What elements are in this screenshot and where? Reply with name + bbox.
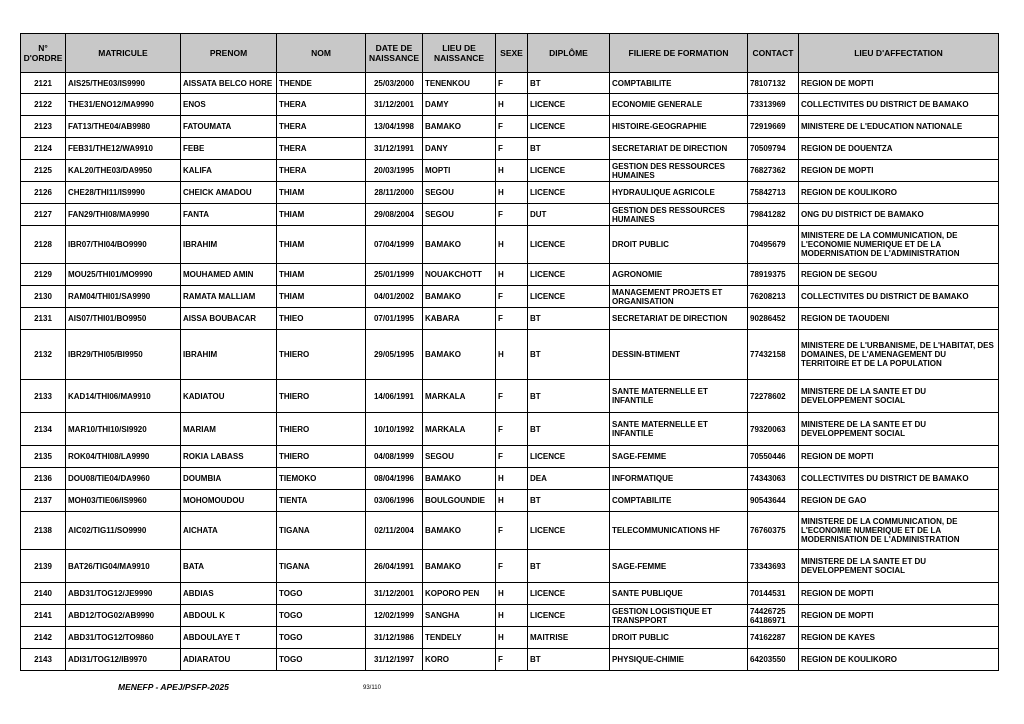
cell-diplome: BT xyxy=(528,413,610,446)
cell-ordre: 2127 xyxy=(21,204,66,226)
cell-lieu: BOULGOUNDIE xyxy=(423,490,496,512)
cell-prenom: ABDIAS xyxy=(181,583,277,605)
cell-ordre: 2135 xyxy=(21,446,66,468)
table-row xyxy=(21,583,999,605)
cell-filiere: MANAGEMENT PROJETS ET ORGANISATION xyxy=(610,286,748,308)
cell-matricule: RAM04/THI01/SA9990 xyxy=(66,286,181,308)
cell-date: 20/03/1995 xyxy=(366,160,423,182)
cell-affectation: REGION DE MOPTI xyxy=(799,605,999,627)
cell-sexe: H xyxy=(496,94,528,116)
cell-ordre: 2140 xyxy=(21,583,66,605)
cell-ordre: 2124 xyxy=(21,138,66,160)
cell-affectation: MINISTERE DE LA SANTE ET DU DEVELOPPEMENT SOCIAL xyxy=(799,380,999,413)
cell-ordre: 2131 xyxy=(21,308,66,330)
cell-date: 02/11/2004 xyxy=(366,512,423,550)
table-row xyxy=(21,468,999,490)
cell-affectation: REGION DE KOULIKORO xyxy=(799,182,999,204)
header-row xyxy=(21,34,999,73)
cell-nom: THERA xyxy=(277,138,366,160)
cell-matricule: IBR07/THI04/BO9990 xyxy=(66,226,181,264)
cell-matricule: FEB31/THE12/WA9910 xyxy=(66,138,181,160)
cell-prenom: AISSATA BELCO HORE xyxy=(181,73,277,94)
cell-prenom: ROKIA LABASS xyxy=(181,446,277,468)
cell-prenom: ABDOUL K xyxy=(181,605,277,627)
cell-matricule: ADI31/TOG12/IB9970 xyxy=(66,649,181,671)
cell-nom: THIERO xyxy=(277,380,366,413)
table-row xyxy=(21,446,999,468)
cell-filiere: SANTE PUBLIQUE xyxy=(610,583,748,605)
cell-contact: 74162287 xyxy=(748,627,799,649)
cell-diplome: BT xyxy=(528,330,610,380)
cell-nom: THENDE xyxy=(277,73,366,94)
table-row xyxy=(21,512,999,550)
cell-affectation: REGION DE SEGOU xyxy=(799,264,999,286)
cell-affectation: MINISTERE DE L'EDUCATION NATIONALE xyxy=(799,116,999,138)
cell-prenom: FEBE xyxy=(181,138,277,160)
cell-contact: 75842713 xyxy=(748,182,799,204)
table-row xyxy=(21,204,999,226)
cell-lieu: KOPORO PEN xyxy=(423,583,496,605)
cell-prenom: MOUHAMED AMIN xyxy=(181,264,277,286)
cell-contact: 73313969 xyxy=(748,94,799,116)
cell-diplome: LICENCE xyxy=(528,160,610,182)
cell-matricule: FAN29/THI08/MA9990 xyxy=(66,204,181,226)
cell-nom: TOGO xyxy=(277,627,366,649)
header-matricule: MATRICULE xyxy=(66,34,181,73)
header-sexe: SEXE xyxy=(496,34,528,73)
cell-affectation: MINISTERE DE LA SANTE ET DU DEVELOPPEMENT SOCIAL xyxy=(799,550,999,583)
cell-prenom: BATA xyxy=(181,550,277,583)
cell-nom: THERA xyxy=(277,94,366,116)
cell-date: 31/12/1997 xyxy=(366,649,423,671)
cell-lieu: BAMAKO xyxy=(423,468,496,490)
cell-contact: 90543644 xyxy=(748,490,799,512)
cell-contact: 70495679 xyxy=(748,226,799,264)
table-row xyxy=(21,550,999,583)
cell-sexe: H xyxy=(496,468,528,490)
cell-lieu: MARKALA xyxy=(423,380,496,413)
header-ordre: N° D'ORDRE xyxy=(21,34,66,73)
cell-filiere: DESSIN-BTIMENT xyxy=(610,330,748,380)
cell-diplome: BT xyxy=(528,380,610,413)
cell-diplome: LICENCE xyxy=(528,264,610,286)
header-affectation: LIEU D'AFFECTATION xyxy=(799,34,999,73)
cell-lieu: BAMAKO xyxy=(423,286,496,308)
cell-sexe: F xyxy=(496,649,528,671)
cell-lieu: BAMAKO xyxy=(423,550,496,583)
cell-contact: 70550446 xyxy=(748,446,799,468)
cell-filiere: GESTION DES RESSOURCES HUMAINES xyxy=(610,160,748,182)
cell-filiere: HISTOIRE-GEOGRAPHIE xyxy=(610,116,748,138)
cell-lieu: DAMY xyxy=(423,94,496,116)
cell-date: 31/12/1991 xyxy=(366,138,423,160)
cell-ordre: 2126 xyxy=(21,182,66,204)
cell-diplome: LICENCE xyxy=(528,605,610,627)
cell-affectation: ONG DU DISTRICT DE BAMAKO xyxy=(799,204,999,226)
cell-diplome: BT xyxy=(528,649,610,671)
cell-filiere: TELECOMMUNICATIONS HF xyxy=(610,512,748,550)
cell-sexe: F xyxy=(496,116,528,138)
cell-lieu: TENDELY xyxy=(423,627,496,649)
cell-lieu: NOUAKCHOTT xyxy=(423,264,496,286)
cell-matricule: KAD14/THI06/MA9910 xyxy=(66,380,181,413)
cell-date: 31/12/2001 xyxy=(366,94,423,116)
cell-contact: 78107132 xyxy=(748,73,799,94)
cell-prenom: RAMATA MALLIAM xyxy=(181,286,277,308)
cell-diplome: LICENCE xyxy=(528,226,610,264)
cell-nom: THIERO xyxy=(277,446,366,468)
cell-nom: TOGO xyxy=(277,605,366,627)
cell-filiere: COMPTABILITE xyxy=(610,490,748,512)
cell-lieu: TENENKOU xyxy=(423,73,496,94)
cell-diplome: BT xyxy=(528,73,610,94)
cell-contact: 72919669 xyxy=(748,116,799,138)
cell-lieu: KORO xyxy=(423,649,496,671)
cell-prenom: IBRAHIM xyxy=(181,330,277,380)
cell-nom: TIGANA xyxy=(277,550,366,583)
cell-prenom: ADIARATOU xyxy=(181,649,277,671)
cell-matricule: ROK04/THI08/LA9990 xyxy=(66,446,181,468)
cell-nom: THIAM xyxy=(277,204,366,226)
cell-contact: 79841282 xyxy=(748,204,799,226)
cell-sexe: F xyxy=(496,413,528,446)
cell-sexe: F xyxy=(496,138,528,160)
cell-filiere: SANTE MATERNELLE ET INFANTILE xyxy=(610,380,748,413)
cell-nom: THIAM xyxy=(277,286,366,308)
cell-prenom: KALIFA xyxy=(181,160,277,182)
cell-ordre: 2142 xyxy=(21,627,66,649)
cell-filiere: PHYSIQUE-CHIMIE xyxy=(610,649,748,671)
cell-nom: TIENTA xyxy=(277,490,366,512)
cell-ordre: 2143 xyxy=(21,649,66,671)
cell-lieu: SEGOU xyxy=(423,446,496,468)
page-number: 93/110 xyxy=(363,685,381,691)
cell-diplome: MAITRISE xyxy=(528,627,610,649)
cell-ordre: 2132 xyxy=(21,330,66,380)
cell-affectation: REGION DE DOUENTZA xyxy=(799,138,999,160)
cell-ordre: 2123 xyxy=(21,116,66,138)
table-row xyxy=(21,94,999,116)
cell-affectation: REGION DE GAO xyxy=(799,490,999,512)
cell-filiere: SAGE-FEMME xyxy=(610,550,748,583)
table-row xyxy=(21,116,999,138)
cell-affectation: MINISTERE DE LA SANTE ET DU DEVELOPPEMENT SOCIAL xyxy=(799,413,999,446)
cell-sexe: F xyxy=(496,308,528,330)
cell-contact: 74343063 xyxy=(748,468,799,490)
cell-sexe: F xyxy=(496,512,528,550)
cell-filiere: COMPTABILITE xyxy=(610,73,748,94)
cell-prenom: DOUMBIA xyxy=(181,468,277,490)
cell-date: 31/12/1986 xyxy=(366,627,423,649)
cell-filiere: ECONOMIE GENERALE xyxy=(610,94,748,116)
cell-filiere: DROIT PUBLIC xyxy=(610,226,748,264)
cell-nom: TOGO xyxy=(277,649,366,671)
cell-filiere: GESTION LOGISTIQUE ET TRANSPPORT xyxy=(610,605,748,627)
cell-diplome: BT xyxy=(528,490,610,512)
cell-ordre: 2136 xyxy=(21,468,66,490)
cell-ordre: 2139 xyxy=(21,550,66,583)
cell-sexe: H xyxy=(496,160,528,182)
cell-prenom: IBRAHIM xyxy=(181,226,277,264)
cell-filiere: HYDRAULIQUE AGRICOLE xyxy=(610,182,748,204)
cell-lieu: BAMAKO xyxy=(423,512,496,550)
cell-nom: TIEMOKO xyxy=(277,468,366,490)
cell-filiere: SAGE-FEMME xyxy=(610,446,748,468)
cell-matricule: KAL20/THE03/DA9950 xyxy=(66,160,181,182)
cell-contact: 70509794 xyxy=(748,138,799,160)
cell-diplome: LICENCE xyxy=(528,182,610,204)
cell-diplome: BT xyxy=(528,138,610,160)
cell-matricule: ABD12/TOG02/AB9990 xyxy=(66,605,181,627)
cell-prenom: CHEICK AMADOU xyxy=(181,182,277,204)
recruitment-list-sheet xyxy=(20,33,998,671)
cell-prenom: ENOS xyxy=(181,94,277,116)
cell-nom: THIAM xyxy=(277,182,366,204)
cell-affectation: COLLECTIVITES DU DISTRICT DE BAMAKO xyxy=(799,468,999,490)
cell-sexe: F xyxy=(496,286,528,308)
cell-sexe: F xyxy=(496,73,528,94)
cell-lieu: BAMAKO xyxy=(423,226,496,264)
cell-filiere: AGRONOMIE xyxy=(610,264,748,286)
cell-sexe: H xyxy=(496,490,528,512)
cell-sexe: F xyxy=(496,446,528,468)
table-row xyxy=(21,73,999,94)
cell-prenom: AISSA BOUBACAR xyxy=(181,308,277,330)
cell-affectation: REGION DE KOULIKORO xyxy=(799,649,999,671)
table-row xyxy=(21,226,999,264)
cell-filiere: SECRETARIAT DE DIRECTION xyxy=(610,308,748,330)
cell-matricule: MOU25/THI01/MO9990 xyxy=(66,264,181,286)
table-row xyxy=(21,380,999,413)
cell-lieu: BAMAKO xyxy=(423,330,496,380)
cell-date: 07/01/1995 xyxy=(366,308,423,330)
cell-diplome: DEA xyxy=(528,468,610,490)
cell-matricule: AIS25/THE03/IS9990 xyxy=(66,73,181,94)
cell-nom: THIAM xyxy=(277,264,366,286)
cell-sexe: H xyxy=(496,605,528,627)
cell-affectation: REGION DE MOPTI xyxy=(799,583,999,605)
header-nom: NOM xyxy=(277,34,366,73)
cell-lieu: BAMAKO xyxy=(423,116,496,138)
cell-sexe: F xyxy=(496,380,528,413)
table-row xyxy=(21,605,999,627)
cell-lieu: SEGOU xyxy=(423,182,496,204)
cell-affectation: COLLECTIVITES DU DISTRICT DE BAMAKO xyxy=(799,286,999,308)
cell-ordre: 2134 xyxy=(21,413,66,446)
table-row xyxy=(21,413,999,446)
cell-sexe: H xyxy=(496,182,528,204)
cell-diplome: LICENCE xyxy=(528,446,610,468)
cell-diplome: LICENCE xyxy=(528,116,610,138)
cell-ordre: 2138 xyxy=(21,512,66,550)
cell-nom: TOGO xyxy=(277,583,366,605)
cell-matricule: ABD31/TOG12/JE9990 xyxy=(66,583,181,605)
cell-affectation: REGION DE MOPTI xyxy=(799,446,999,468)
cell-sexe: F xyxy=(496,550,528,583)
cell-ordre: 2125 xyxy=(21,160,66,182)
header-contact: CONTACT xyxy=(748,34,799,73)
cell-lieu: DANY xyxy=(423,138,496,160)
cell-date: 04/01/2002 xyxy=(366,286,423,308)
cell-diplome: LICENCE xyxy=(528,512,610,550)
cell-date: 04/08/1999 xyxy=(366,446,423,468)
cell-sexe: H xyxy=(496,226,528,264)
cell-prenom: FANTA xyxy=(181,204,277,226)
cell-date: 08/04/1996 xyxy=(366,468,423,490)
cell-date: 29/08/2004 xyxy=(366,204,423,226)
table-row xyxy=(21,627,999,649)
cell-prenom: MARIAM xyxy=(181,413,277,446)
footer-source: MENEFP - APEJ/PSFP-2025 xyxy=(118,682,229,692)
cell-nom: THERA xyxy=(277,160,366,182)
cell-matricule: AIS07/THI01/BO9950 xyxy=(66,308,181,330)
cell-sexe: H xyxy=(496,330,528,380)
cell-date: 25/01/1999 xyxy=(366,264,423,286)
cell-affectation: REGION DE TAOUDENI xyxy=(799,308,999,330)
cell-contact: 73343693 xyxy=(748,550,799,583)
table-row xyxy=(21,286,999,308)
cell-matricule: FAT13/THE04/AB9980 xyxy=(66,116,181,138)
cell-prenom: AICHATA xyxy=(181,512,277,550)
cell-contact: 64203550 xyxy=(748,649,799,671)
cell-date: 10/10/1992 xyxy=(366,413,423,446)
cell-date: 14/06/1991 xyxy=(366,380,423,413)
cell-diplome: LICENCE xyxy=(528,94,610,116)
cell-sexe: H xyxy=(496,583,528,605)
cell-prenom: KADIATOU xyxy=(181,380,277,413)
cell-affectation: REGION DE MOPTI xyxy=(799,160,999,182)
cell-nom: THIERO xyxy=(277,330,366,380)
cell-contact: 72278602 xyxy=(748,380,799,413)
cell-ordre: 2128 xyxy=(21,226,66,264)
cell-matricule: MOH03/TIE06/IS9960 xyxy=(66,490,181,512)
cell-affectation: COLLECTIVITES DU DISTRICT DE BAMAKO xyxy=(799,94,999,116)
cell-filiere: GESTION DES RESSOURCES HUMAINES xyxy=(610,204,748,226)
cell-diplome: LICENCE xyxy=(528,286,610,308)
cell-contact: 76760375 xyxy=(748,512,799,550)
cell-contact: 79320063 xyxy=(748,413,799,446)
header-lieu: LIEU DE NAISSANCE xyxy=(423,34,496,73)
cell-matricule: ABD31/TOG12/TO9860 xyxy=(66,627,181,649)
cell-filiere: INFORMATIQUE xyxy=(610,468,748,490)
cell-date: 29/05/1995 xyxy=(366,330,423,380)
table-row xyxy=(21,649,999,671)
cell-matricule: MAR10/THI10/SI9920 xyxy=(66,413,181,446)
cell-ordre: 2122 xyxy=(21,94,66,116)
header-filiere: FILIERE DE FORMATION xyxy=(610,34,748,73)
cell-lieu: SEGOU xyxy=(423,204,496,226)
cell-prenom: FATOUMATA xyxy=(181,116,277,138)
cell-ordre: 2121 xyxy=(21,73,66,94)
cell-contact: 90286452 xyxy=(748,308,799,330)
cell-date: 25/03/2000 xyxy=(366,73,423,94)
cell-prenom: MOHOMOUDOU xyxy=(181,490,277,512)
table-header xyxy=(21,34,999,73)
header-diplome: DIPLÔME xyxy=(528,34,610,73)
cell-diplome: LICENCE xyxy=(528,583,610,605)
cell-matricule: THE31/ENO12/MA9990 xyxy=(66,94,181,116)
cell-ordre: 2129 xyxy=(21,264,66,286)
cell-affectation: REGION DE KAYES xyxy=(799,627,999,649)
cell-nom: THIERO xyxy=(277,413,366,446)
table-row xyxy=(21,490,999,512)
cell-date: 28/11/2000 xyxy=(366,182,423,204)
cell-lieu: MARKALA xyxy=(423,413,496,446)
cell-affectation: MINISTERE DE L'URBANISME, DE L'HABITAT, DES DOMAINES, DE L'AMENAGEMENT DU TERRITOIRE ET DE LA POPULATION xyxy=(799,330,999,380)
cell-contact: 70144531 xyxy=(748,583,799,605)
table-row xyxy=(21,330,999,380)
cell-affectation: MINISTERE DE LA COMMUNICATION, DE L'ECONOMIE NUMERIQUE ET DE LA MODERNISATION DE L'ADMINISTRATION xyxy=(799,226,999,264)
table-body xyxy=(21,73,999,671)
cell-contact: 77432158 xyxy=(748,330,799,380)
cell-lieu: MOPTI xyxy=(423,160,496,182)
table-row xyxy=(21,138,999,160)
cell-affectation: REGION DE MOPTI xyxy=(799,73,999,94)
cell-contact: 76827362 xyxy=(748,160,799,182)
cell-date: 31/12/2001 xyxy=(366,583,423,605)
cell-date: 07/04/1999 xyxy=(366,226,423,264)
cell-contact: 76208213 xyxy=(748,286,799,308)
cell-matricule: AIC02/TIG11/SO9990 xyxy=(66,512,181,550)
cell-ordre: 2130 xyxy=(21,286,66,308)
cell-matricule: DOU08/TIE04/DA9960 xyxy=(66,468,181,490)
cell-ordre: 2133 xyxy=(21,380,66,413)
cell-lieu: SANGHA xyxy=(423,605,496,627)
header-prenom: PRENOM xyxy=(181,34,277,73)
cell-nom: THERA xyxy=(277,116,366,138)
cell-matricule: IBR29/THI05/BI9950 xyxy=(66,330,181,380)
cell-lieu: KABARA xyxy=(423,308,496,330)
cell-diplome: BT xyxy=(528,308,610,330)
header-date: DATE DE NAISSANCE xyxy=(366,34,423,73)
cell-filiere: SECRETARIAT DE DIRECTION xyxy=(610,138,748,160)
assignment-table xyxy=(20,33,999,671)
cell-nom: THIAM xyxy=(277,226,366,264)
cell-affectation: MINISTERE DE LA COMMUNICATION, DE L'ECONOMIE NUMERIQUE ET DE LA MODERNISATION DE L'ADMINISTRATION xyxy=(799,512,999,550)
cell-contact: 78919375 xyxy=(748,264,799,286)
cell-ordre: 2137 xyxy=(21,490,66,512)
cell-date: 12/02/1999 xyxy=(366,605,423,627)
cell-nom: TIGANA xyxy=(277,512,366,550)
cell-filiere: DROIT PUBLIC xyxy=(610,627,748,649)
table-row xyxy=(21,182,999,204)
table-row xyxy=(21,264,999,286)
cell-prenom: ABDOULAYE T xyxy=(181,627,277,649)
cell-sexe: H xyxy=(496,264,528,286)
cell-diplome: BT xyxy=(528,550,610,583)
cell-contact: 74426725 64186971 xyxy=(748,605,799,627)
cell-sexe: F xyxy=(496,204,528,226)
cell-ordre: 2141 xyxy=(21,605,66,627)
cell-filiere: SANTE MATERNELLE ET INFANTILE xyxy=(610,413,748,446)
cell-diplome: DUT xyxy=(528,204,610,226)
cell-date: 13/04/1998 xyxy=(366,116,423,138)
table-row xyxy=(21,308,999,330)
cell-nom: THIEO xyxy=(277,308,366,330)
cell-sexe: H xyxy=(496,627,528,649)
cell-matricule: CHE28/THI11/IS9990 xyxy=(66,182,181,204)
cell-date: 03/06/1996 xyxy=(366,490,423,512)
table-row xyxy=(21,160,999,182)
cell-matricule: BAT26/TIG04/MA9910 xyxy=(66,550,181,583)
cell-date: 26/04/1991 xyxy=(366,550,423,583)
